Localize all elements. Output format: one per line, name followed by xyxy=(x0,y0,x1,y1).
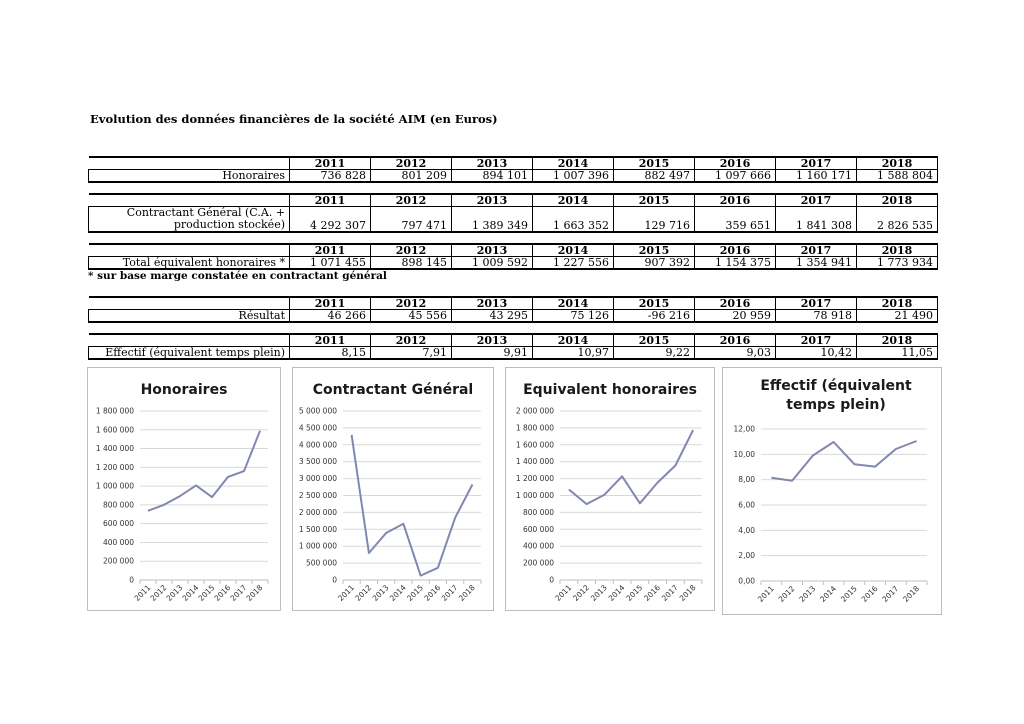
year-header-2012: 2012 xyxy=(371,297,452,310)
y-tick-label: 1 000 000 xyxy=(515,491,554,500)
value-cell-2013: 9,91 xyxy=(452,347,533,360)
effectif-table xyxy=(88,333,938,360)
equivalent-honoraires-chart-svg xyxy=(506,368,714,610)
value-cell-2018: 2 826 535 xyxy=(857,207,938,233)
value-cell-2013: 894 101 xyxy=(452,170,533,183)
value-cell-2013: 1 009 592 xyxy=(452,257,533,270)
y-tick-label: 8,00 xyxy=(738,475,755,485)
x-tick-label: 2018 xyxy=(901,584,922,604)
year-header-2011: 2011 xyxy=(290,297,371,310)
value-cell-2017: 1 841 308 xyxy=(776,207,857,233)
x-tick-label: 2014 xyxy=(180,583,201,603)
row-label: Effectif (équivalent temps plein) xyxy=(89,347,290,360)
y-tick-label: 1 400 000 xyxy=(95,444,134,454)
value-cell-2012: 797 471 xyxy=(371,207,452,233)
footnote: * sur base marge constatée en contractant général xyxy=(88,270,387,282)
row-label: Total équivalent honoraires * xyxy=(89,257,290,270)
chart-title: Honoraires xyxy=(140,382,228,398)
x-tick-label: 2014 xyxy=(818,584,839,604)
y-tick-label: 12,00 xyxy=(733,424,755,434)
year-header-2016: 2016 xyxy=(695,194,776,207)
value-cell-2016: 1 097 666 xyxy=(695,170,776,183)
contractant-general-chart-svg xyxy=(293,368,493,610)
y-tick-label: 4 500 000 xyxy=(298,423,337,433)
row-label: Honoraires xyxy=(89,170,290,183)
series-line xyxy=(569,430,693,504)
year-header-2018: 2018 xyxy=(857,334,938,347)
year-header-2018: 2018 xyxy=(857,157,938,170)
x-tick-label: 2015 xyxy=(838,584,859,604)
series-line xyxy=(352,435,473,576)
row-label-line2: production stockée) xyxy=(173,218,285,231)
y-tick-label: 1 500 000 xyxy=(298,524,337,534)
y-tick-label: 4 000 000 xyxy=(298,440,337,450)
year-header-2015: 2015 xyxy=(614,297,695,310)
value-cell-2014: 10,97 xyxy=(533,347,614,360)
year-header-2017: 2017 xyxy=(776,194,857,207)
x-tick-label: 2018 xyxy=(677,583,698,603)
year-header-2012: 2012 xyxy=(371,244,452,257)
value-cell-2014: 1 663 352 xyxy=(533,207,614,233)
value-cell-2015: 9,22 xyxy=(614,347,695,360)
year-header-2015: 2015 xyxy=(614,334,695,347)
chart-title: Equivalent honoraires xyxy=(523,382,697,398)
year-header-2013: 2013 xyxy=(452,194,533,207)
y-tick-label: 1 000 000 xyxy=(298,541,337,551)
year-header-2017: 2017 xyxy=(776,157,857,170)
value-cell-2016: 1 154 375 xyxy=(695,257,776,270)
value-cell-2016: 20 959 xyxy=(695,310,776,323)
x-tick-label: 2018 xyxy=(244,583,265,603)
y-tick-label: 3 000 000 xyxy=(298,474,337,484)
y-tick-label: 1 800 000 xyxy=(515,423,554,433)
y-tick-label: 10,00 xyxy=(733,449,755,459)
value-cell-2013: 43 295 xyxy=(452,310,533,323)
row-label-line1: Contractant Général (C.A. + xyxy=(126,206,285,219)
value-cell-2017: 10,42 xyxy=(776,347,857,360)
x-tick-label: 2011 xyxy=(755,584,776,604)
equivalent-honoraires-chart xyxy=(505,367,715,611)
x-tick-label: 2015 xyxy=(624,583,645,603)
x-tick-label: 2014 xyxy=(387,583,408,603)
y-tick-label: 0 xyxy=(129,575,134,585)
x-tick-label: 2018 xyxy=(456,583,477,603)
x-tick-label: 2013 xyxy=(797,584,818,604)
effectif-chart-svg xyxy=(723,368,941,614)
value-cell-2012: 801 209 xyxy=(371,170,452,183)
y-tick-label: 5 000 000 xyxy=(298,406,337,416)
value-cell-2016: 9,03 xyxy=(695,347,776,360)
x-tick-label: 2014 xyxy=(606,583,627,603)
value-cell-2017: 1 354 941 xyxy=(776,257,857,270)
y-tick-label: 2 500 000 xyxy=(298,491,337,500)
year-header-2017: 2017 xyxy=(776,297,857,310)
row-label: Résultat xyxy=(89,310,290,323)
y-tick-label: 1 200 000 xyxy=(95,462,134,472)
x-tick-label: 2017 xyxy=(880,584,901,604)
value-cell-2018: 1 588 804 xyxy=(857,170,938,183)
value-cell-2016: 359 651 xyxy=(695,207,776,233)
contractant-general-chart xyxy=(292,367,494,611)
y-tick-label: 1 800 000 xyxy=(95,406,134,416)
value-cell-2011: 4 292 307 xyxy=(290,207,371,233)
year-header-2011: 2011 xyxy=(290,157,371,170)
year-header-2018: 2018 xyxy=(857,194,938,207)
value-cell-2014: 1 227 556 xyxy=(533,257,614,270)
x-tick-label: 2016 xyxy=(642,583,663,603)
value-cell-2017: 1 160 171 xyxy=(776,170,857,183)
x-tick-label: 2012 xyxy=(148,583,169,603)
value-cell-2011: 1 071 455 xyxy=(290,257,371,270)
year-header-2012: 2012 xyxy=(371,194,452,207)
year-header-2011: 2011 xyxy=(290,334,371,347)
year-header-2016: 2016 xyxy=(695,334,776,347)
honoraires-chart xyxy=(87,367,281,611)
x-tick-label: 2011 xyxy=(553,583,574,603)
total-equivalent-honoraires-table xyxy=(88,243,938,270)
honoraires-chart-svg xyxy=(88,368,280,610)
x-tick-label: 2012 xyxy=(353,583,374,603)
value-cell-2012: 7,91 xyxy=(371,347,452,360)
year-header-2018: 2018 xyxy=(857,244,938,257)
resultat-table xyxy=(88,296,938,323)
x-tick-label: 2012 xyxy=(776,584,797,604)
y-tick-label: 1 200 000 xyxy=(515,474,554,484)
document-title: Evolution des données financières de la société AIM (en Euros) xyxy=(90,112,498,126)
value-cell-2018: 11,05 xyxy=(857,347,938,360)
y-tick-label: 2 000 000 xyxy=(515,406,554,416)
chart-title-line1: Effectif (équivalent xyxy=(760,378,912,394)
y-tick-label: 1 600 000 xyxy=(95,425,134,435)
year-header-2013: 2013 xyxy=(452,297,533,310)
year-header-2017: 2017 xyxy=(776,334,857,347)
year-header-2016: 2016 xyxy=(695,157,776,170)
contractant-general-table xyxy=(88,193,938,233)
x-tick-label: 2013 xyxy=(370,583,391,603)
value-cell-2015: 907 392 xyxy=(614,257,695,270)
x-tick-label: 2017 xyxy=(439,583,460,603)
value-cell-2017: 78 918 xyxy=(776,310,857,323)
year-header-2014: 2014 xyxy=(533,334,614,347)
year-header-2014: 2014 xyxy=(533,244,614,257)
series-line xyxy=(148,431,260,511)
y-tick-label: 1 400 000 xyxy=(515,457,554,467)
value-cell-2014: 75 126 xyxy=(533,310,614,323)
year-header-2012: 2012 xyxy=(371,334,452,347)
value-cell-2012: 898 145 xyxy=(371,257,452,270)
x-tick-label: 2015 xyxy=(405,583,426,603)
y-tick-label: 600 000 xyxy=(522,524,554,534)
x-tick-label: 2016 xyxy=(859,584,880,604)
x-tick-label: 2011 xyxy=(336,583,357,603)
value-cell-2011: 736 828 xyxy=(290,170,371,183)
x-tick-label: 2015 xyxy=(196,583,217,603)
chart-title: Contractant Général xyxy=(312,382,474,398)
x-tick-label: 2016 xyxy=(422,583,443,603)
y-tick-label: 0,00 xyxy=(738,576,755,586)
y-tick-label: 200 000 xyxy=(102,556,134,566)
value-cell-2012: 45 556 xyxy=(371,310,452,323)
year-header-2011: 2011 xyxy=(290,194,371,207)
y-tick-label: 4,00 xyxy=(738,525,755,535)
x-tick-label: 2017 xyxy=(228,583,249,603)
value-cell-2014: 1 007 396 xyxy=(533,170,614,183)
year-header-2017: 2017 xyxy=(776,244,857,257)
y-tick-label: 3 500 000 xyxy=(298,457,337,467)
year-header-2016: 2016 xyxy=(695,297,776,310)
y-tick-label: 0 xyxy=(332,575,337,585)
y-tick-label: 500 000 xyxy=(305,558,337,568)
x-tick-label: 2017 xyxy=(659,583,680,603)
value-cell-2015: 129 716 xyxy=(614,207,695,233)
x-tick-label: 2016 xyxy=(212,583,233,603)
year-header-2016: 2016 xyxy=(695,244,776,257)
x-tick-label: 2013 xyxy=(164,583,185,603)
year-header-2015: 2015 xyxy=(614,157,695,170)
x-tick-label: 2011 xyxy=(132,583,153,603)
y-tick-label: 400 000 xyxy=(522,541,554,551)
year-header-2013: 2013 xyxy=(452,244,533,257)
year-header-2015: 2015 xyxy=(614,194,695,207)
value-cell-2015: -96 216 xyxy=(614,310,695,323)
value-cell-2018: 1 773 934 xyxy=(857,257,938,270)
row-label xyxy=(89,207,290,233)
year-header-2013: 2013 xyxy=(452,157,533,170)
value-cell-2018: 21 490 xyxy=(857,310,938,323)
x-tick-label: 2012 xyxy=(571,583,592,603)
year-header-2013: 2013 xyxy=(452,334,533,347)
y-tick-label: 2,00 xyxy=(738,551,755,561)
year-header-2011: 2011 xyxy=(290,244,371,257)
y-tick-label: 600 000 xyxy=(102,519,134,529)
y-tick-label: 1 600 000 xyxy=(515,440,554,450)
value-cell-2011: 46 266 xyxy=(290,310,371,323)
series-line xyxy=(771,441,916,481)
honoraires-table xyxy=(88,156,938,183)
y-tick-label: 2 000 000 xyxy=(298,507,337,517)
y-tick-label: 800 000 xyxy=(102,500,134,510)
y-tick-label: 0 xyxy=(549,575,554,585)
year-header-2015: 2015 xyxy=(614,244,695,257)
y-tick-label: 800 000 xyxy=(522,507,554,517)
y-tick-label: 6,00 xyxy=(738,500,755,510)
value-cell-2015: 882 497 xyxy=(614,170,695,183)
year-header-2014: 2014 xyxy=(533,194,614,207)
y-tick-label: 200 000 xyxy=(522,558,554,568)
value-cell-2011: 8,15 xyxy=(290,347,371,360)
effectif-chart xyxy=(722,367,942,615)
chart-title-line2: temps plein) xyxy=(786,397,886,413)
year-header-2018: 2018 xyxy=(857,297,938,310)
year-header-2014: 2014 xyxy=(533,157,614,170)
x-tick-label: 2013 xyxy=(588,583,609,603)
year-header-2012: 2012 xyxy=(371,157,452,170)
value-cell-2013: 1 389 349 xyxy=(452,207,533,233)
y-tick-label: 400 000 xyxy=(102,537,134,547)
y-tick-label: 1 000 000 xyxy=(95,481,134,491)
year-header-2014: 2014 xyxy=(533,297,614,310)
